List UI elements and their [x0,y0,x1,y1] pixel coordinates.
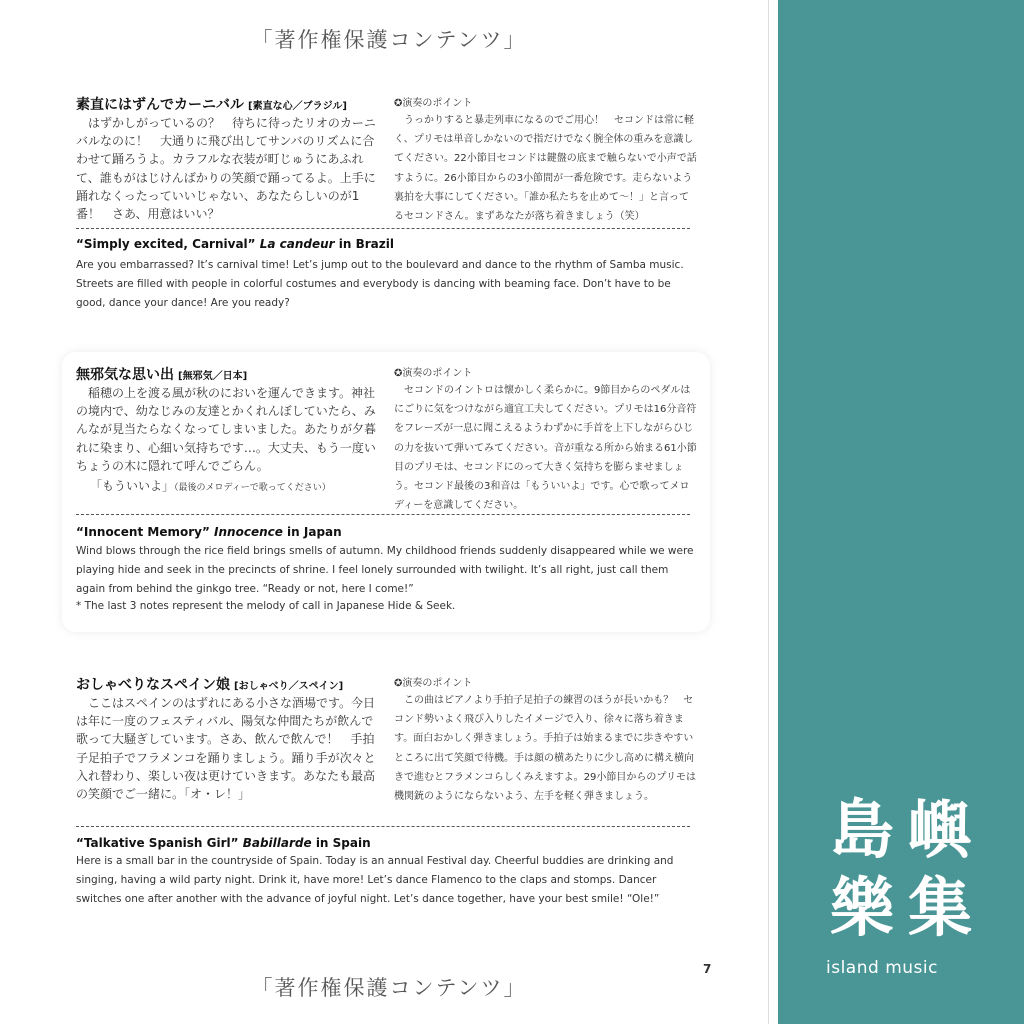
copyright-watermark-top: 「著作権保護コンテンツ」 [251,28,527,52]
jp-title-text: 無邪気な思い出 [76,367,174,383]
jp-title [76,94,347,114]
en-description: Are you embarrassed? It’s carnival time! Let’s jump out to the boulevard and dance to the rhythm of Samba music. Streets are filled with people in colorful costumes and everybody is dancing with beaming face. Don’t have to be good, dance your dance! Are you ready? [76,259,684,310]
performance-points-text: セコンドのイントロは懐かしく柔らかに。9節目からのペダルはにごりに気をつけながら適宜工夫してください。プリモは16分音符をフレーズが一息に聞こえるようわずかに手首を上下しながらひじの力を抜いて弾いてみてください。音が重なる所から始まる61小節目のプリモは、セコンドにのって大きく気持ちを膨らませましょう。セコンド最後の3和音は「もういいよ」です。心で歌ってメロディーを意識してください。 [394,385,697,512]
en-title [76,836,371,850]
logo-char: 樂 [830,872,894,940]
en-title-italic: Innocence [214,525,283,539]
en-title [76,237,394,251]
jp-subtitle: [おしゃべり／スペイン] [234,681,344,692]
performance-points-text: この曲はピアノより手拍子足拍子の練習のほうが長いかも？ セコンド勢いよく飛び入りしたイメージで入り、徐々に落ち着きます。面白おかしく弾きましょう。手拍子は始まるまでに歩きやすいところに出て笑顔で待機。手は顔の横あたりに少し高めに構え横向きで進むとフラメンコらしくみえますよ。29小節目からのプリモは機関銃のようにならないよう、左手を軽く弾きましょう。 [394,695,697,803]
jp-title-text: 素直にはずんでカーニバル [76,97,244,113]
en-title [76,525,342,539]
jp-quote-line [90,477,331,494]
jp-title [76,674,343,694]
en-description: Here is a small bar in the countryside of Spain. Today is an annual Festival day. Cheerful buddies are drinking and singing, having a wild party night. Drink it, have more! Let’s dance Flamenco to the claps and stomps. Dancer switches one after another with the advance of joyful night. Let’s dance together, have your best smile! “Ole!” [76,855,674,906]
logo-char: 集 [908,872,972,940]
performance-points-text: うっかりすると暴走列車になるのでご用心！ セコンドは常に軽く、プリモは単音しかないので指だけでなく腕全体の重みを意識してください。22小節目セコンドは鍵盤の底まで触らないで小声で話すように。26小節目からの3小節間が一番危険です。走らないよう裏拍を大事にしてください。「誰か私たちを止めて〜！」と言ってるセコンドさん。まずあなたが落ち着きましょう（笑） [394,115,697,223]
dashed-divider [76,228,690,229]
en-title-italic: La candeur [259,237,335,251]
jp-quote-note: （最後のメロディーで歌ってください） [174,483,331,493]
en-title-post: in Spain [311,836,371,850]
jp-title [76,364,247,384]
performance-points-label: ✪演奏のポイント [394,98,473,109]
en-footnote: * The last 3 notes represent the melody of call in Japanese Hide & Seek. [76,600,456,612]
en-title-pre: “Talkative Spanish Girl” [76,836,243,850]
copyright-watermark-bottom: 「著作権保護コンテンツ」 [251,976,527,1000]
en-title-post: in Japan [282,525,342,539]
logo-char: 島 [830,794,894,868]
jp-description: ここはスペインのはずれにある小さな酒場です。今日は年に一度のフェスティバル、陽気な仲間たちが飲んで歌って大騒ぎしています。さあ、飲んで飲んで！ 手拍子足拍子でフラメンコを踊りましょう。踊り手が次々と入れ替わり、楽しい夜は更けていきます。あなたも最高の笑顔でご一緒に。「オ・レ！」 [76,696,376,802]
en-title-pre: “Innocent Memory” [76,525,215,539]
jp-title-text: おしゃべりなスペイン娘 [76,677,230,693]
dashed-divider [76,514,690,515]
jp-quote: 「もういいよ」 [90,479,175,493]
en-description: Wind blows through the rice field brings smells of autumn. My childhood friends suddenly disappeared while we were playing hide and seek in the precincts of shrine. I feel lonely surrounded with twilight. It’s all right, just call them again from behind the ginkgo tree. “Ready or not, here I come!” [76,545,694,596]
jp-subtitle: [無邪気／日本] [178,371,248,382]
performance-points-label: ✪演奏のポイント [394,678,473,689]
jp-description: はずかしがっているの？ 待ちに待ったリオのカーニバルなのに！ 大通りに飛び出してサンバのリズムに合わせて踊ろうよ。カラフルな衣装が町じゅうにあふれて、誰もがはじけんばかりの笑顔で踊ってるよ。上手に踊れなくったっていいじゃない、あなたらしいのが1番！ さあ、用意はいい？ [76,116,376,222]
jp-subtitle: [素直な心／ブラジル] [248,101,347,112]
en-title-post: in Brazil [334,237,394,251]
dashed-divider [76,826,690,827]
jp-description: 稲穂の上を渡る風が秋のにおいを運んできます。神社の境内で、幼なじみの友達とかくれんぼしていたら、みんなが見当たらなくなってしまいました。あたりが夕暮れに染まり、心細い気持ちです…。大丈夫、もう一度いちょうの木に隠れて呼んでごらん。 [76,386,377,473]
en-title-italic: Babillarde [242,836,312,850]
performance-points-label: ✪演奏のポイント [394,368,473,379]
logo-tagline: island music [826,958,938,978]
island-music-logo [830,790,990,940]
logo-char: 嶼 [908,794,972,868]
en-title-pre: “Simply excited, Carnival” [76,237,260,251]
page-number: 7 [703,962,712,976]
